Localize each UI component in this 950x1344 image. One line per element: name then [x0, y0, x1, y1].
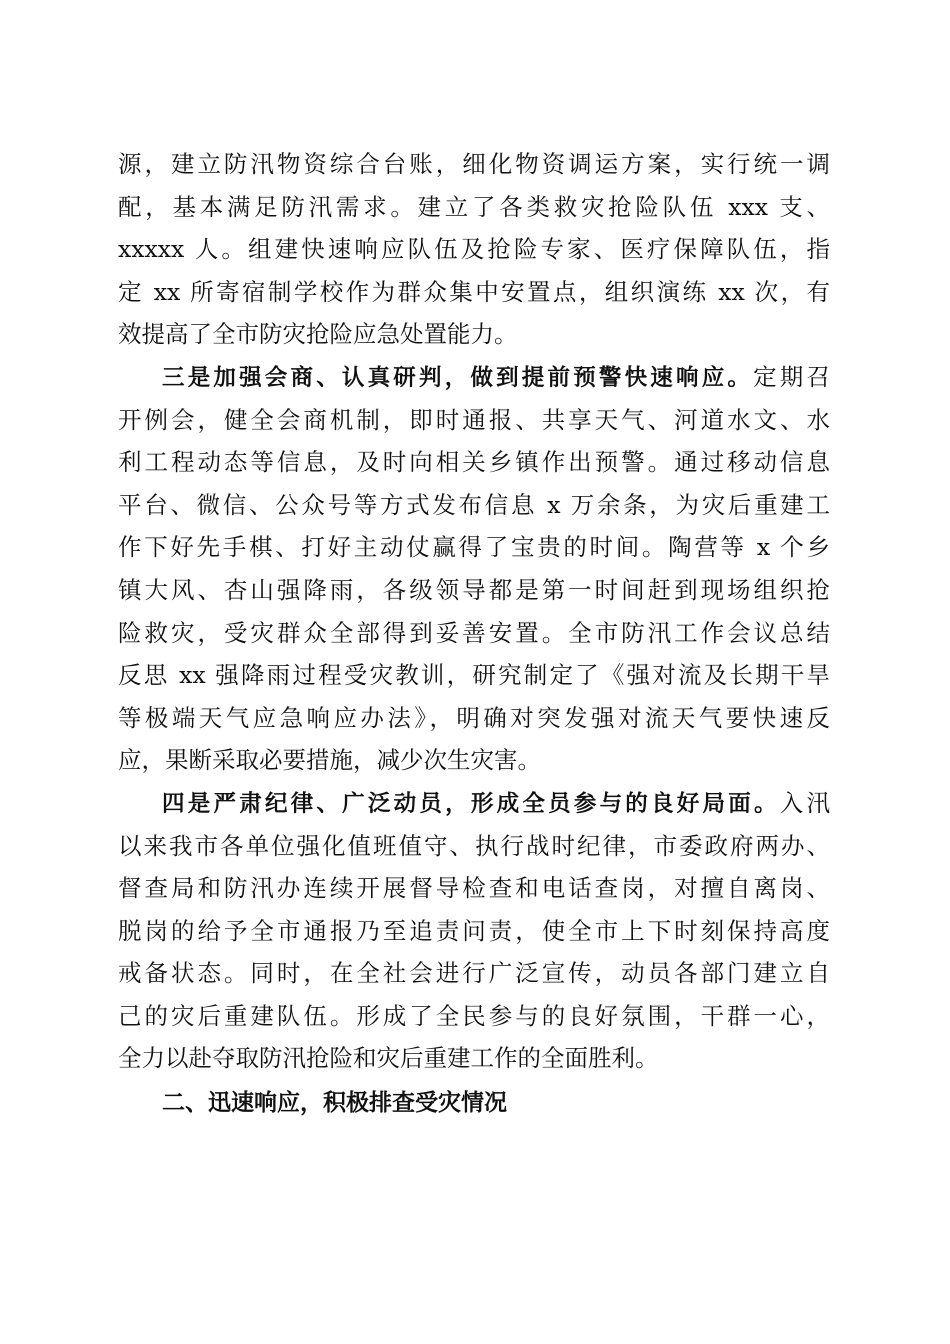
text-line: 定 xx 所寄宿制学校作为群众集中安置点，组织演练 xx 次，有 [118, 277, 830, 306]
text-line: 以来我市各单位强化值班值守、执行战时纪律，市委政府两办、 [118, 831, 830, 860]
section-heading: 二、迅速响应，积极排查受灾情况 [162, 1090, 507, 1117]
text-line: 效提高了全市防灾抢险应急处置能力。 [118, 320, 518, 349]
text-line: 等极端天气应急响应办法》，明确对突发强对流天气要快速反 [118, 703, 830, 732]
text-line: 督查局和防汛办连续开展督导检查和电话查岗，对擅自离岗、 [118, 874, 830, 903]
paragraph-1 [118, 143, 830, 356]
text-line: 己的灾后重建队伍。形成了全民参与的良好氛围，干群一心， [118, 1001, 830, 1030]
text-line: 利工程动态等信息，及时向相关乡镇作出预警。通过移动信息 [118, 448, 830, 477]
text-line: 脱岗的给予全市通报乃至追责问责，使全市上下时刻保持高度 [118, 916, 830, 945]
lead-line-rest: 定期召 [753, 362, 830, 391]
text-line: 开例会，健全会商机制，即时通报、共享天气、河道水文、水 [118, 405, 830, 434]
text-line: xxxxx 人。组建快速响应队伍及抢险专家、医疗保障队伍，指 [118, 235, 830, 264]
text-line: 镇大风、杏山强降雨，各级领导都是第一时间赶到现场组织抢 [118, 575, 830, 604]
text-line: 应，果断采取必要措施，减少次生灾害。 [118, 746, 541, 775]
paragraph-3 [118, 782, 830, 1080]
text-line: 险救灾，受灾群众全部得到妥善安置。全市防汛工作会议总结 [118, 618, 830, 647]
lead-line-rest: 入汛 [779, 788, 830, 817]
text-line: 平台、微信、公众号等方式发布信息 x 万余条，为灾后重建工 [118, 490, 830, 519]
text-line: 作下好先手棋、打好主动仗赢得了宝贵的时间。陶营等 x 个乡 [118, 533, 830, 562]
text-line: 戒备状态。同时，在全社会进行广泛宣传，动员各部门建立自 [118, 959, 830, 988]
text-line: 源，建立防汛物资综合台账，细化物资调运方案，实行统一调 [118, 150, 830, 178]
text-line: 配，基本满足防汛需求。建立了各类救灾抢险队伍 xxx 支、 [118, 192, 830, 221]
text-line: 全力以赴夺取防汛抢险和灾后重建工作的全面胜利。 [118, 1044, 659, 1073]
paragraph-2 [118, 356, 830, 782]
paragraph-first-line [118, 782, 830, 825]
document-body [118, 143, 830, 1125]
paragraph-lead: 四是严肃纪律、广泛动员，形成全员参与的良好局面。 [162, 790, 780, 817]
paragraph-lead: 三是加强会商、认真研判，做到提前预警快速响应。 [162, 364, 754, 391]
text-line: 反思 xx 强降雨过程受灾教训，研究制定了《强对流及长期干旱 [118, 661, 830, 690]
paragraph-first-line [118, 356, 830, 399]
